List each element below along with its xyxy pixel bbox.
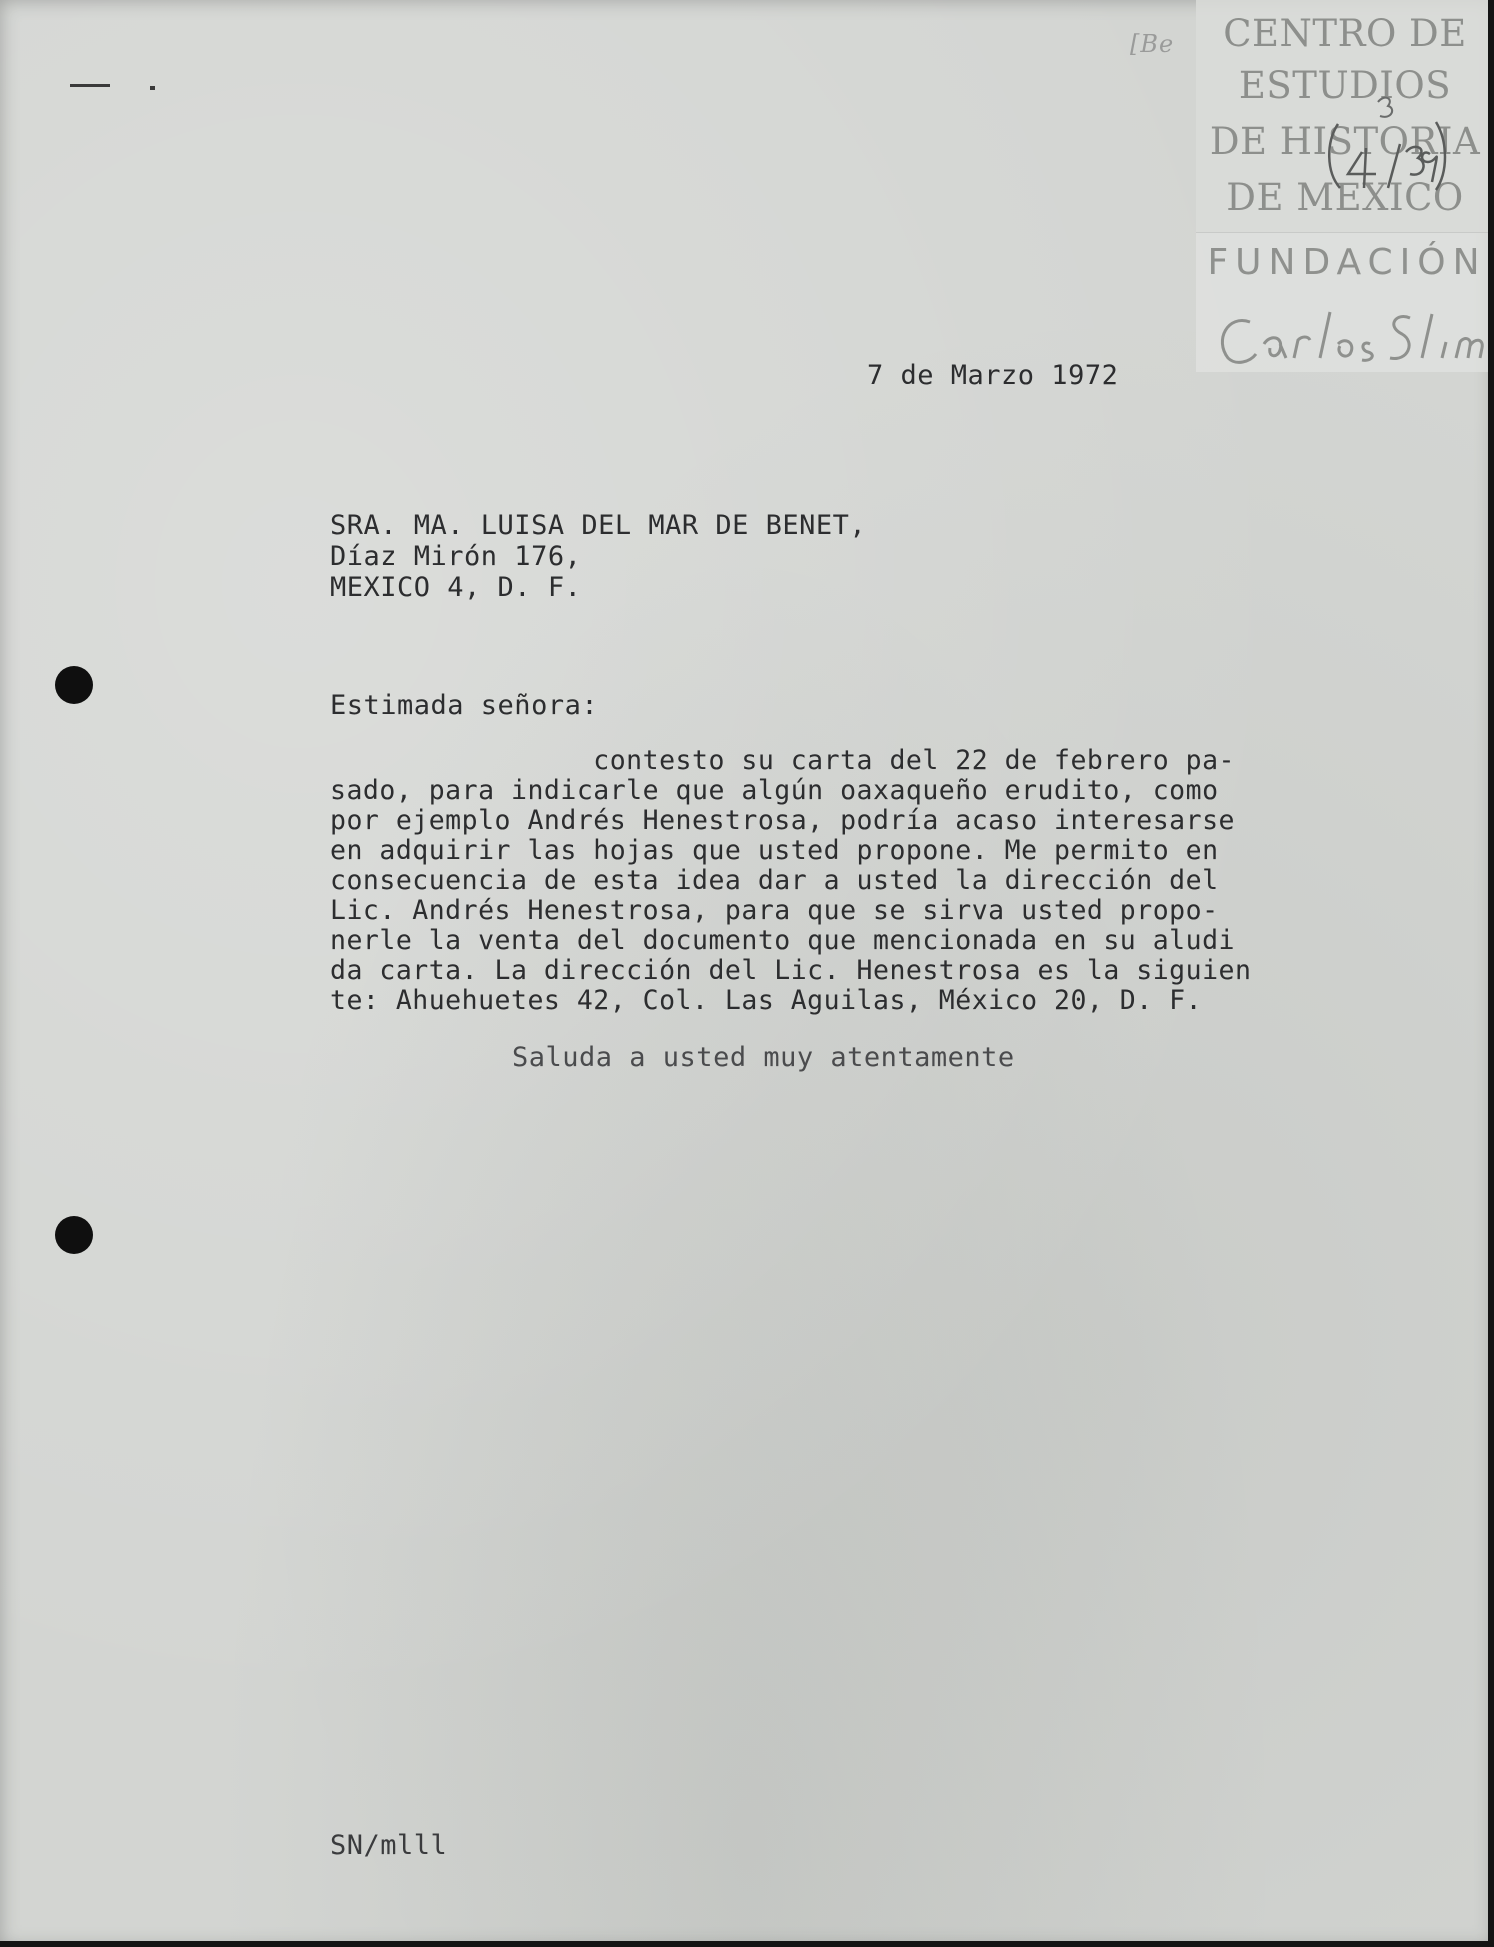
recipient-street: Díaz Mirón 176, [330,541,582,572]
handwritten-note: [Be [1130,30,1175,58]
scan-edge-right [1488,0,1494,1947]
body-line: da carta. La dirección del Lic. Henestrosa es la siguien [330,955,1252,986]
letter-date: 7 de Marzo 1972 [867,360,1119,391]
body-line: contesto su carta del 22 de febrero pa- [330,745,1235,776]
salutation: Estimada señora: [330,690,599,721]
stamp-signature-logo [1210,300,1490,372]
recipient-name: SRA. MA. LUISA DEL MAR DE BENET, [330,510,867,541]
handwritten-archive-code [1318,92,1448,202]
letter-body [330,746,1251,1016]
punch-hole-bottom [55,1216,93,1254]
stamp-line-3: DE HISTORIA [1209,120,1481,163]
margin-dash-mark [70,84,110,87]
scan-edge-bottom [0,1941,1494,1947]
body-line: por ejemplo Andrés Henestrosa, podría acaso interesarse [330,805,1235,836]
body-line: consecuencia de esta idea dar a usted la dirección del [330,865,1219,896]
closing: Saluda a usted muy atentamente [512,1042,1015,1073]
stamp-line-2: ESTUDIOS [1238,64,1452,107]
body-line: en adquirir las hojas que usted propone. Me permito en [330,835,1219,866]
punch-hole-top [55,666,93,704]
stamp-foundation: FUNDACIÓN [1207,242,1487,283]
body-line: Lic. Andrés Henestrosa, para que se sirva usted propo- [330,895,1219,926]
body-line: sado, para indicarle que algún oaxaqueño erudito, como [330,775,1219,806]
margin-dot-mark [150,86,155,90]
body-line: nerle la venta del documento que mencionada en su aludi [330,925,1235,956]
typist-initials: SN/mlll [330,1830,448,1861]
recipient-address [330,510,866,603]
body-line: te: Ahuehuetes 42, Col. Las Aguilas, México 20, D. F. [330,985,1203,1016]
recipient-city: MEXICO 4, D. F. [330,572,582,603]
stamp-line-1: CENTRO DE [1223,12,1467,55]
stamp-line-4: DE MEXICO [1226,176,1464,219]
